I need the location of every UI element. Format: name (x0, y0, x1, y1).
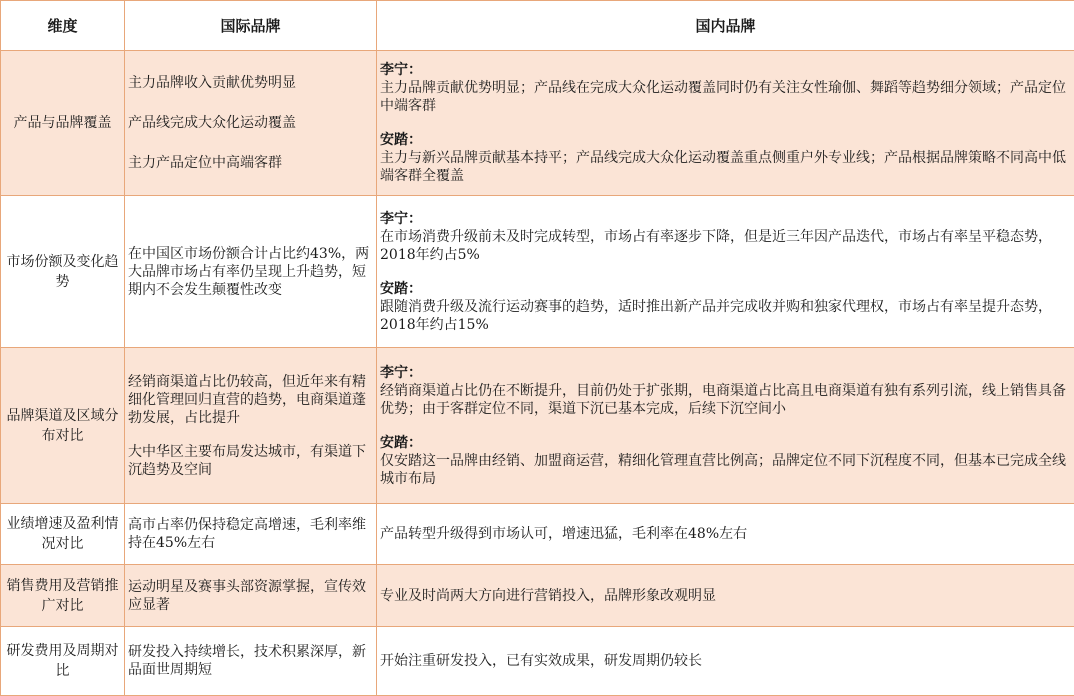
table-row (1, 196, 1074, 348)
brand-text: 仅安踏这一品牌由经销、加盟商运营，精细化管理直营比例高；品牌定位不同下沉程度不同，但基本已完成全线城市布局 (380, 452, 1070, 488)
header-row (1, 1, 1074, 51)
header-dimension: 维度 (1, 1, 125, 51)
brand-text: 经销商渠道占比仍在不断提升，目前仍处于扩张期，电商渠道占比高且电商渠道有独有系列引流，线上销售具备优势；由于客群定位不同，渠道下沉已基本完成，后续下沉空间小 (380, 382, 1070, 418)
brand-text: 在市场消费升级前未及时完成转型，市场占有率逐步下降，但是近三年因产品迭代，市场占有率呈平稳态势，2018年约占5% (380, 228, 1070, 264)
table-row (1, 627, 1074, 696)
row-international (125, 565, 377, 627)
row-domestic (377, 51, 1074, 196)
header-international: 国际品牌 (125, 1, 377, 51)
intl-point: 主力品牌收入贡献优势明显 (128, 74, 372, 92)
row-international (125, 196, 377, 348)
domestic-text: 产品转型升级得到市场认可，增速迅猛，毛利率在48%左右 (380, 525, 1070, 543)
brand-label-anta: 安踏： (380, 131, 1070, 149)
row-international (125, 51, 377, 196)
row-domestic (377, 627, 1074, 696)
brand-text: 主力品牌贡献优势明显；产品线在完成大众化运动覆盖同时仍有关注女性瑜伽、舞蹈等趋势细分领域；产品定位中端客群 (380, 79, 1070, 115)
row-domestic (377, 348, 1074, 504)
row-domestic (377, 565, 1074, 627)
brand-text: 跟随消费升级及流行运动赛事的趋势，适时推出新产品并完成收并购和独家代理权，市场占有率呈提升态势，2018年约占15% (380, 298, 1070, 334)
row-dimension: 市场份额及变化趋势 (1, 196, 125, 348)
intl-point: 高市占率仍保持稳定高增速，毛利率维持在45%左右 (128, 516, 372, 552)
row-dimension: 产品与品牌覆盖 (1, 51, 125, 196)
row-international (125, 627, 377, 696)
row-dimension: 销售费用及营销推广对比 (1, 565, 125, 627)
brand-label-anta: 安踏： (380, 434, 1070, 452)
header-domestic: 国内品牌 (377, 1, 1074, 51)
row-international (125, 348, 377, 504)
table-row (1, 51, 1074, 196)
intl-point: 产品线完成大众化运动覆盖 (128, 114, 372, 132)
row-dimension: 业绩增速及盈利情况对比 (1, 504, 125, 565)
brand-label-lining: 李宁： (380, 210, 1070, 228)
brand-text: 主力与新兴品牌贡献基本持平；产品线完成大众化运动覆盖重点侧重户外专业线；产品根据品牌策略不同高中低端客群全覆盖 (380, 149, 1070, 185)
row-dimension: 品牌渠道及区域分布对比 (1, 348, 125, 504)
brand-label-lining: 李宁： (380, 364, 1070, 382)
domestic-text: 开始注重研发投入，已有实效成果，研发周期仍较长 (380, 652, 1070, 670)
intl-point: 经销商渠道占比仍较高，但近年来有精细化管理回归直营的趋势，电商渠道蓬勃发展，占比提升 (128, 373, 372, 427)
row-domestic (377, 504, 1074, 565)
table-row (1, 348, 1074, 504)
intl-point: 研发投入持续增长，技术积累深厚，新品面世周期短 (128, 643, 372, 679)
intl-point: 大中华区主要布局发达城市，有渠道下沉趋势及空间 (128, 443, 372, 479)
domestic-text: 专业及时尚两大方向进行营销投入，品牌形象改观明显 (380, 587, 1070, 605)
table-row (1, 504, 1074, 565)
intl-point: 主力产品定位中高端客群 (128, 154, 372, 172)
brand-label-lining: 李宁： (380, 61, 1070, 79)
row-dimension: 研发费用及周期对比 (1, 627, 125, 696)
brand-label-anta: 安踏： (380, 280, 1070, 298)
intl-point: 在中国区市场份额合计占比约43%，两大品牌市场占有率仍呈现上升趋势，短期内不会发生颠覆性改变 (128, 245, 372, 299)
intl-point: 运动明星及赛事头部资源掌握，宣传效应显著 (128, 578, 372, 614)
row-international (125, 504, 377, 565)
table-row (1, 565, 1074, 627)
row-domestic (377, 196, 1074, 348)
